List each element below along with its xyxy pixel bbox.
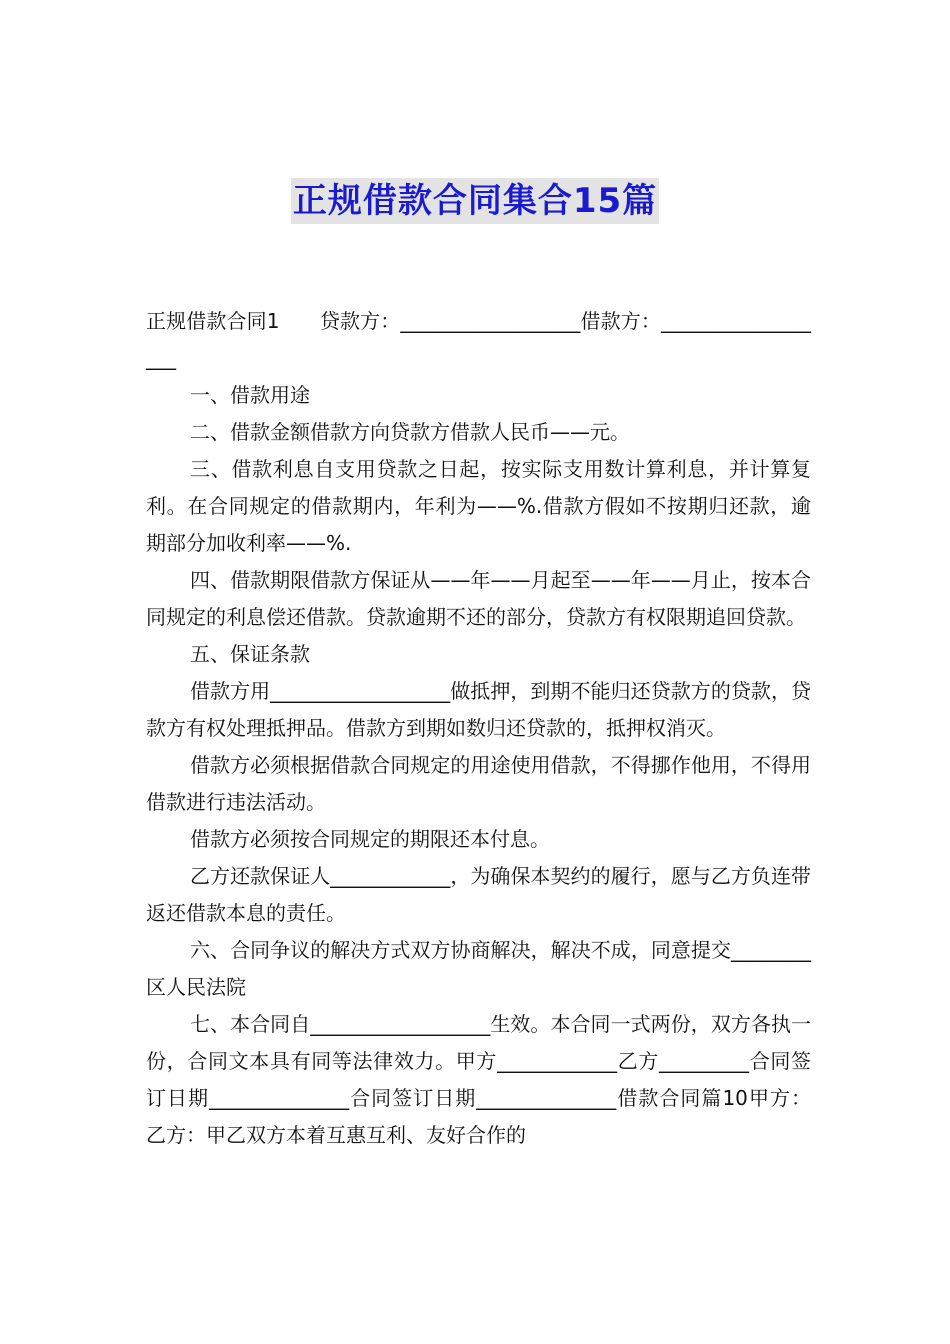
paragraph-dispute: 六、合同争议的解决方式双方协商解决，解决不成，同意提交________区人民法院 [146,938,811,999]
paragraph-collateral: 借款方用__________________做抵押，到期不能归还贷款方的贷款，贷款方有权处理抵押品。借款方到期如数归还贷款的，抵押权消灭。 [146,679,811,740]
paragraph-effective: 七、本合同自__________________生效。本合同一式两份，双方各执一份，合同文本具有同等法律效力。甲方____________乙方_________合同签订日期______________合同签订日期______________借款合同篇10甲方：乙方：甲乙双方本着互惠互利、友好合作的 [146,1012,811,1147]
paragraph-amount: 二、借款金额借款方向贷款方借款人民币——元。 [190,420,630,444]
paragraph-usage: 借款方必须根据借款合同规定的用途使用借款，不得挪作他用，不得用借款进行违法活动。 [146,753,811,814]
paragraph-interest: 三、借款利息自支用贷款之日起，按实际支用数计算利息，并计算复利。在合同规定的借款期内，年利为——%.借款方假如不按期归还款，逾期部分加收利率——%. [146,457,811,555]
paragraph-purpose: 一、借款用途 [190,383,310,407]
paragraph-repayment: 借款方必须按合同规定的期限还本付息。 [190,827,550,851]
paragraph-term: 四、借款期限借款方保证从——年——月起至——年——月止，按本合同规定的利息偿还借款。贷款逾期不还的部分，贷款方有权限期追回贷款。 [146,568,811,629]
document-title: 正规借款合同集合15篇 [291,178,659,224]
document-body [146,303,811,1154]
paragraph-guarantee-heading: 五、保证条款 [190,642,310,666]
paragraph-guarantor: 乙方还款保证人____________，为确保本契约的履行，愿与乙方负连带返还借款本息的责任。 [146,864,811,925]
paragraph-header: 正规借款合同1 贷款方：__________________借款方：__________________ [146,309,811,370]
title-container [0,178,950,224]
